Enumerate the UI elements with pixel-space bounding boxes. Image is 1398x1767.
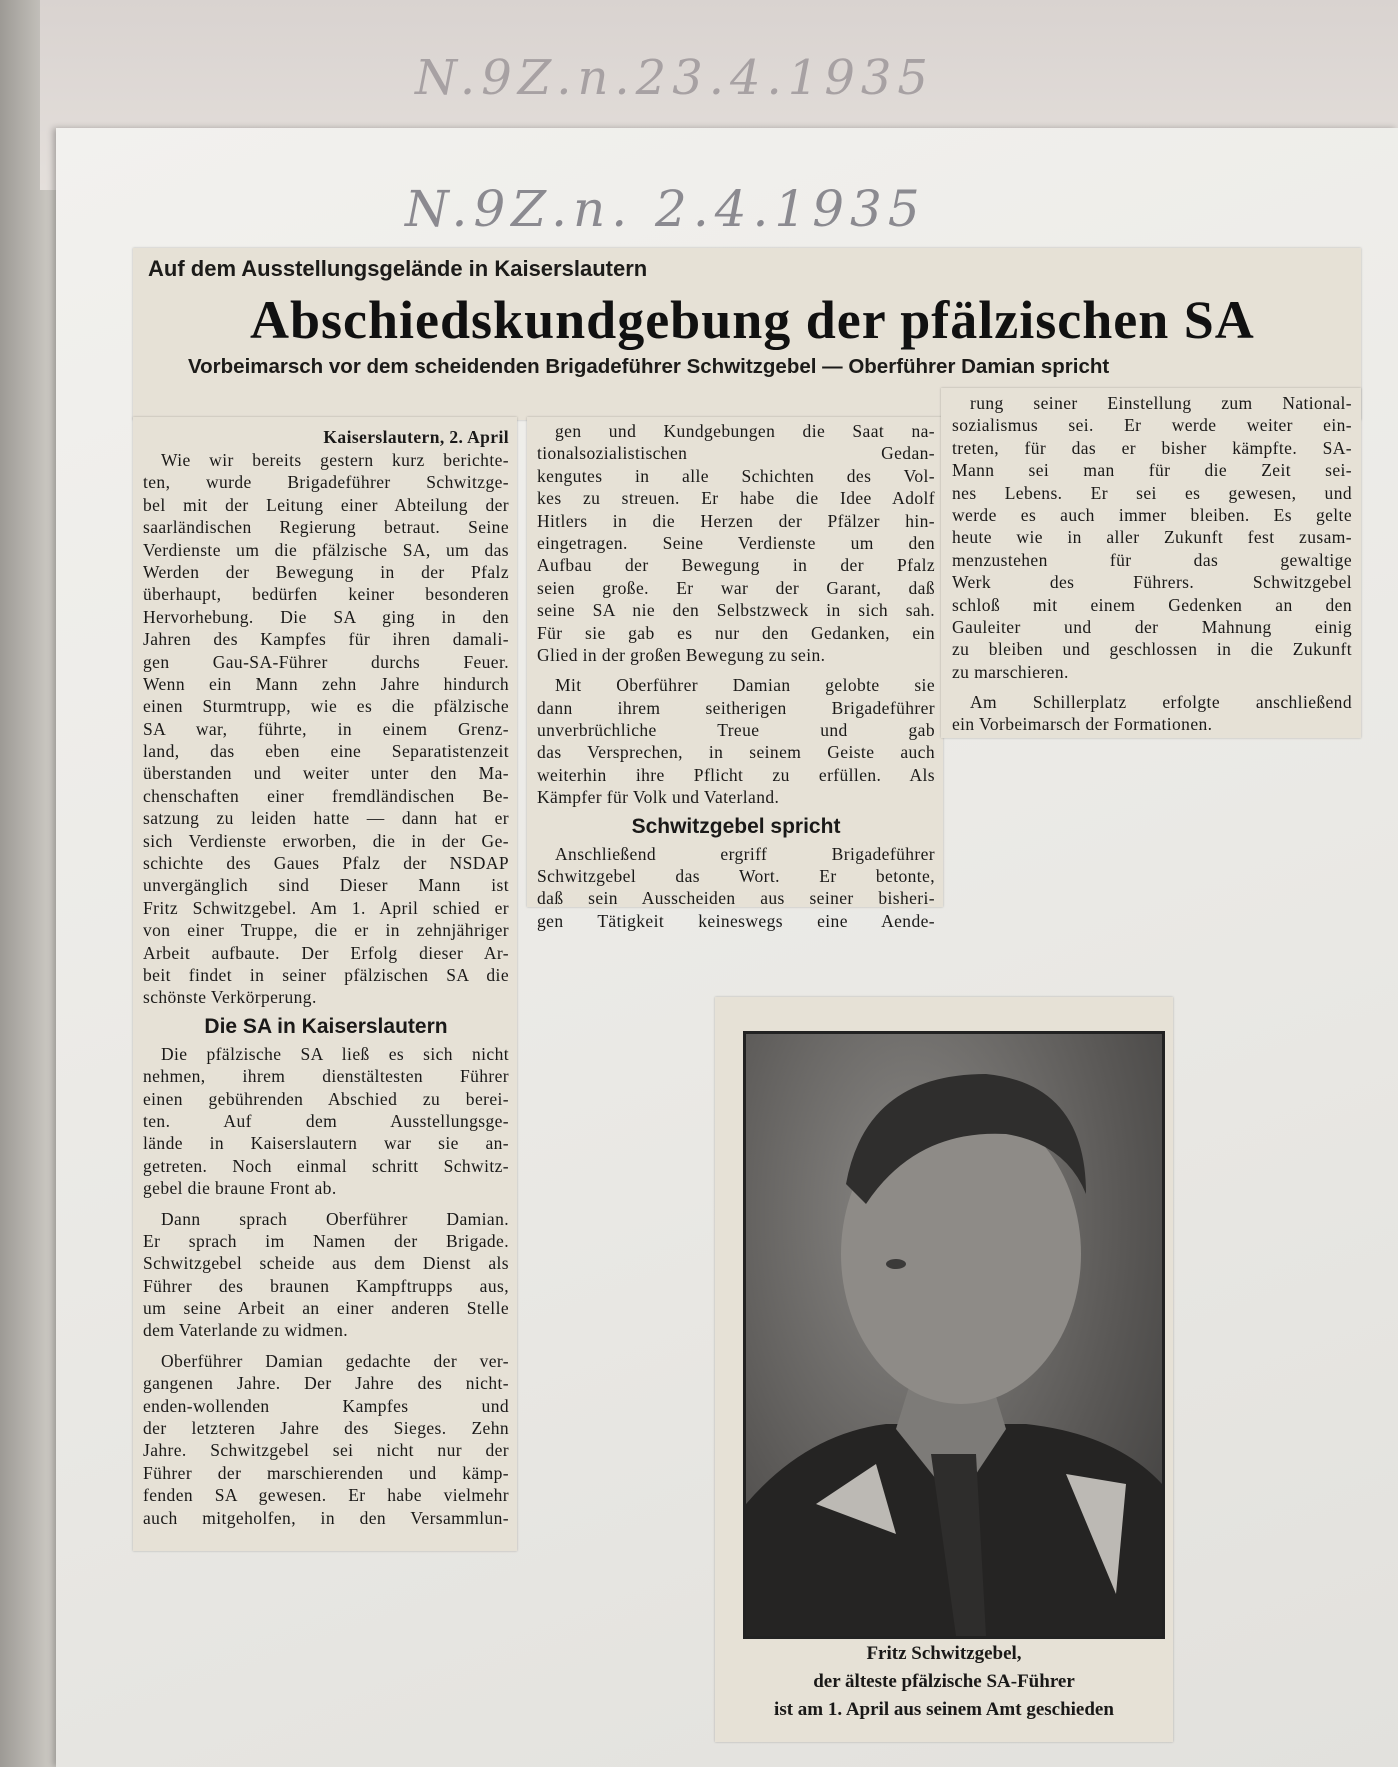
- text-line: schönste Verkörperung.: [143, 987, 317, 1008]
- text-line: Mann sei man für die Zeit sei-: [952, 460, 1352, 481]
- dateline: Kaiserslautern, 2. April: [323, 427, 509, 447]
- portrait-photo: [743, 1031, 1165, 1639]
- text-line: SA war, führte, in einem Grenz-: [143, 718, 509, 739]
- text-line: Dann sprach Oberführer Damian.: [161, 1208, 509, 1229]
- text-line: werde es auch immer bleiben. Es gelte: [952, 504, 1352, 525]
- text-line: einen gebührenden Abschied zu berei-: [143, 1088, 509, 1109]
- text-line: Führer des braunen Kampftrupps aus,: [143, 1275, 509, 1296]
- section-subheading: Die SA in Kaiserslautern: [204, 1014, 448, 1038]
- text-line: überstanden und weiter unter den Ma-: [143, 763, 509, 784]
- text-line: satzung zu leiden hatte — dann hat er: [143, 808, 509, 829]
- text-line: Schwitzgebel das Wort. Er betonte,: [537, 866, 935, 887]
- text-line: Arbeit aufbaute. Der Erfolg dieser Ar-: [143, 942, 509, 963]
- text-line: Er sprach im Namen der Brigade.: [143, 1230, 509, 1251]
- text-line: schloß mit einem Gedenken an den: [952, 594, 1352, 615]
- text-line: Aufbau der Bewegung in der Pfalz: [537, 555, 935, 576]
- text-line: Verdienste um die pfälzische SA, um das: [143, 539, 509, 560]
- text-line: schichte des Gaues Pfalz der NSDAP: [143, 853, 509, 874]
- text-line: gebel die braune Front ab.: [143, 1178, 337, 1199]
- text-line: Führer der marschierenden und kämp-: [143, 1462, 509, 1483]
- caption-line: ist am 1. April aus seinem Amt geschieden: [774, 1699, 1114, 1720]
- text-line: bel mit der Leitung einer Abteilung der: [143, 494, 509, 515]
- text-line: um seine Arbeit an einer anderen Stelle: [143, 1298, 509, 1319]
- text-line: sozialismus sei. Er werde weiter ein-: [952, 415, 1352, 436]
- text-line: der letzteren Jahre des Sieges. Zehn: [143, 1418, 509, 1439]
- text-line: dem Vaterlande zu widmen.: [143, 1320, 349, 1341]
- text-line: tionalsozialistischen Gedan-: [537, 443, 935, 464]
- text-line: Kämpfer für Volk und Vaterland.: [537, 787, 780, 808]
- text-line: gen Tätigkeit keineswegs eine Aende-: [537, 910, 935, 931]
- text-line: Wenn ein Mann zehn Jahre hindurch: [143, 673, 509, 694]
- paragraph-gap: [143, 1342, 509, 1350]
- text-line: Am Schillerplatz erfolgte anschließend: [970, 692, 1352, 713]
- paragraph-gap: [952, 683, 1352, 691]
- portrait-figure: [746, 1034, 1162, 1636]
- paragraph-gap: [537, 666, 935, 674]
- text-line: Für sie gab es nur den Gedanken, ein: [537, 622, 935, 643]
- handwritten-note-front: N.9Z.n. 2.4.1935: [405, 180, 926, 238]
- article-column: [143, 425, 509, 1529]
- text-line: getreten. Noch einmal schritt Schwitz-: [143, 1155, 509, 1176]
- text-line: nehmen, ihrem dienstältesten Führer: [143, 1066, 509, 1087]
- text-line: kengutes in alle Schichten des Vol-: [537, 465, 935, 486]
- text-line: Werk des Führers. Schwitzgebel: [952, 572, 1352, 593]
- text-line: seien große. Er war der Garant, daß: [537, 577, 935, 598]
- underlying-folder-edge: [0, 0, 60, 1767]
- text-line: kes zu streuen. Er habe die Idee Adolf: [537, 488, 935, 509]
- text-line: das Versprechen, in seinem Geiste auch: [537, 742, 935, 763]
- text-line: Die pfälzische SA ließ es sich nicht: [161, 1043, 509, 1064]
- text-line: menzustehen für das gewaltige: [952, 549, 1352, 570]
- text-line: sich Verdienste erworben, die in der Ge-: [143, 830, 509, 851]
- text-line: Glied in der großen Bewegung zu sein.: [537, 644, 826, 665]
- article-column: [537, 420, 935, 932]
- text-line: enden-wollenden Kampfes und: [143, 1395, 509, 1416]
- text-line: heute wie in aller Zukunft fest zusam-: [952, 527, 1352, 548]
- text-line: gen und Kundgebungen die Saat na-: [555, 421, 935, 441]
- text-line: zu bleiben und geschlossen in die Zukunft: [952, 639, 1352, 660]
- text-line: Jahren des Kampfes für ihren damali-: [143, 629, 509, 650]
- section-subheading: Schwitzgebel spricht: [631, 814, 841, 838]
- text-line: weiterhin ihre Pflicht zu erfüllen. Als: [537, 764, 935, 785]
- text-line: seine SA nie den Selbstzweck in sich sah.: [537, 600, 935, 621]
- text-line: fenden SA gewesen. Er habe vielmehr: [143, 1485, 509, 1506]
- article-title: Abschiedskundgebung der pfälzischen SA: [250, 290, 1255, 350]
- article-kicker: Auf dem Ausstellungsgelände in Kaiserslautern: [148, 256, 648, 281]
- caption-line: der älteste pfälzische SA-Führer: [813, 1671, 1075, 1692]
- photo-caption: [715, 1640, 1173, 1724]
- text-line: Wie wir bereits gestern kurz berichte-: [161, 450, 509, 470]
- text-line: ten, wurde Brigadeführer Schwitzge-: [143, 472, 509, 493]
- text-line: von einer Truppe, die er in zehnjähriger: [143, 920, 509, 941]
- handwritten-note-back: N.9Z.n.23.4.1935: [415, 50, 934, 106]
- text-line: ein Vorbeimarsch der Formationen.: [952, 714, 1213, 735]
- text-line: nes Lebens. Er sei es gewesen, und: [952, 482, 1352, 503]
- text-line: Gauleiter und der Mahnung einig: [952, 616, 1352, 637]
- text-line: auch mitgeholfen, in den Versammlun-: [143, 1507, 509, 1528]
- text-line: Oberführer Damian gedachte der ver-: [161, 1350, 509, 1371]
- text-line: Schwitzgebel scheide aus dem Dienst als: [143, 1253, 509, 1274]
- text-line: ten. Auf dem Ausstellungsge-: [143, 1110, 509, 1131]
- text-line: zu marschieren.: [952, 661, 1069, 682]
- article-column: [952, 392, 1352, 736]
- text-line: daß sein Ausscheiden aus seiner bisheri-: [537, 888, 935, 909]
- article-subtitle: Vorbeimarsch vor dem scheidenden Brigadeführer Schwitzgebel — Oberführer Damian spricht: [188, 355, 1110, 378]
- text-line: überhaupt, bedürfen keiner besonderen: [143, 584, 509, 605]
- text-line: unverbrüchliche Treue und gab: [537, 720, 935, 741]
- text-line: unvergänglich sind Dieser Mann ist: [143, 875, 509, 896]
- text-line: eingetragen. Seine Verdienste um den: [537, 532, 935, 553]
- text-line: einen Sturmtrupp, wie es die pfälzische: [143, 696, 509, 717]
- text-line: Hitlers in die Herzen der Pfälzer hin-: [537, 510, 935, 531]
- text-line: rung seiner Einstellung zum National-: [970, 393, 1352, 413]
- text-line: Fritz Schwitzgebel. Am 1. April schied er: [143, 897, 509, 918]
- text-line: gangenen Jahre. Der Jahre des nicht-: [143, 1373, 509, 1394]
- text-line: dann ihrem seitherigen Brigadeführer: [537, 697, 935, 718]
- text-line: gen Gau-SA-Führer durchs Feuer.: [143, 651, 509, 672]
- caption-line: Fritz Schwitzgebel,: [866, 1643, 1022, 1664]
- text-line: saarländischen Regierung betraut. Seine: [143, 517, 509, 538]
- text-line: lände in Kaiserslautern war sie an-: [143, 1133, 509, 1154]
- text-line: Werden der Bewegung in der Pfalz: [143, 561, 509, 582]
- text-line: Hervorhebung. Die SA ging in den: [143, 606, 509, 627]
- paragraph-gap: [143, 1200, 509, 1208]
- text-line: treten, für das er bisher kämpfte. SA-: [952, 437, 1352, 458]
- text-line: beit findet in seiner pfälzischen SA die: [143, 964, 509, 985]
- text-line: chenschaften einer fremdländischen Be-: [143, 785, 509, 806]
- text-line: Mit Oberführer Damian gelobte sie: [555, 675, 935, 696]
- text-line: land, das eben eine Separatistenzeit: [143, 741, 509, 762]
- text-line: Jahre. Schwitzgebel sei nicht nur der: [143, 1440, 509, 1461]
- text-line: Anschließend ergriff Brigadeführer: [555, 843, 935, 864]
